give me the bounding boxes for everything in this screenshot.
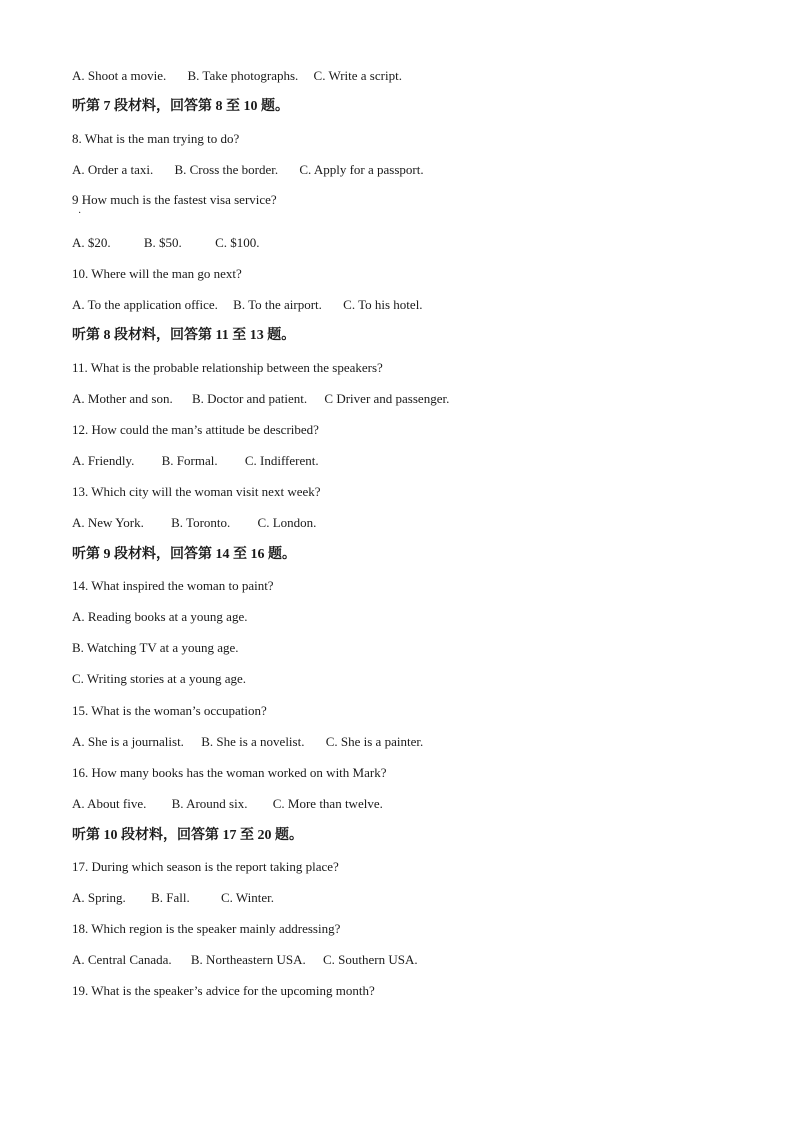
q9-question: 9 How much is the fastest visa service? bbox=[72, 192, 277, 207]
q13-options bbox=[72, 515, 316, 531]
q12-options bbox=[72, 453, 319, 469]
q14-option-a: A. Reading books at a young age. bbox=[72, 609, 248, 624]
q8-option-c: C. Apply for a passport. bbox=[299, 162, 424, 177]
q16-option-c: C. More than twelve. bbox=[272, 796, 383, 811]
q13-question: 13. Which city will the woman visit next week? bbox=[72, 484, 321, 499]
q18-option-c: C. Southern USA. bbox=[322, 952, 418, 967]
q15-option-b: B. She is a novelist. bbox=[201, 734, 305, 749]
q19-question: 19. What is the speaker’s advice for the upcoming month? bbox=[72, 983, 375, 998]
section-8-heading: 听第 8 段材料，回答第 11 至 13 题。 bbox=[72, 328, 296, 343]
q11-options bbox=[72, 391, 449, 407]
q11-option-b: B. Doctor and patient. bbox=[192, 391, 308, 406]
q17-option-a: A. Spring. bbox=[72, 890, 126, 905]
q10-options bbox=[72, 297, 423, 313]
q10-option-b: B. To the airport. bbox=[233, 297, 322, 312]
q10-option-a: A. To the application office. bbox=[72, 297, 218, 312]
q7-option-b: B. Take photographs. bbox=[187, 68, 299, 83]
q14-question: 14. What inspired the woman to paint? bbox=[72, 578, 274, 593]
q18-option-b: B. Northeastern USA. bbox=[190, 952, 306, 967]
q16-option-b: B. Around six. bbox=[171, 796, 248, 811]
q16-question: 16. How many books has the woman worked on with Mark? bbox=[72, 765, 387, 780]
q9-options bbox=[72, 235, 259, 251]
q8-options bbox=[72, 162, 424, 178]
q7-options bbox=[72, 68, 402, 84]
q15-question: 15. What is the woman’s occupation? bbox=[72, 703, 267, 718]
q11-question: 11. What is the probable relationship between the speakers? bbox=[72, 360, 383, 375]
q9-option-b: B. $50. bbox=[143, 235, 182, 250]
q16-option-a: A. About five. bbox=[72, 796, 147, 811]
q18-question: 18. Which region is the speaker mainly addressing? bbox=[72, 921, 341, 936]
q9-option-c: C. $100. bbox=[215, 235, 260, 250]
section-10-heading: 听第 10 段材料，回答第 17 至 20 题。 bbox=[72, 828, 303, 843]
q7-option-c: C. Write a script. bbox=[313, 68, 402, 83]
q8-option-a: A. Order a taxi. bbox=[72, 162, 154, 177]
q12-option-a: A. Friendly. bbox=[72, 453, 135, 468]
q13-option-b: B. Toronto. bbox=[171, 515, 231, 530]
section-9-heading: 听第 9 段材料，回答第 14 至 16 题。 bbox=[72, 547, 296, 562]
q10-question: 10. Where will the man go next? bbox=[72, 266, 242, 281]
q8-option-b: B. Cross the border. bbox=[174, 162, 279, 177]
q18-option-a: A. Central Canada. bbox=[72, 952, 172, 967]
q15-option-c: C. She is a painter. bbox=[325, 734, 424, 749]
q11-option-c: C Driver and passenger. bbox=[324, 391, 450, 406]
q12-question: 12. How could the man’s attitude be described? bbox=[72, 422, 319, 437]
section-7-heading: 听第 7 段材料，回答第 8 至 10 题。 bbox=[72, 99, 289, 114]
q14-option-b: B. Watching TV at a young age. bbox=[72, 640, 239, 655]
q10-option-c: C. To his hotel. bbox=[343, 297, 423, 312]
q8-question: 8. What is the man trying to do? bbox=[72, 131, 240, 146]
q17-option-b: B. Fall. bbox=[151, 890, 190, 905]
q17-options bbox=[72, 890, 274, 906]
q15-option-a: A. She is a journalist. bbox=[72, 734, 184, 749]
q13-option-c: C. London. bbox=[257, 515, 317, 530]
q11-option-a: A. Mother and son. bbox=[72, 391, 173, 406]
q9-option-a: A. $20. bbox=[72, 235, 111, 250]
q17-option-c: C. Winter. bbox=[220, 890, 275, 905]
q12-option-b: B. Formal. bbox=[161, 453, 218, 468]
q7-option-a: A. Shoot a movie. bbox=[72, 68, 167, 83]
q14-option-c: C. Writing stories at a young age. bbox=[72, 671, 246, 686]
q13-option-a: A. New York. bbox=[72, 515, 144, 530]
q16-options bbox=[72, 796, 383, 812]
q15-options bbox=[72, 734, 423, 750]
q18-options bbox=[72, 952, 418, 968]
stray-dot: · bbox=[78, 208, 82, 219]
q17-question: 17. During which season is the report taking place? bbox=[72, 859, 339, 874]
q12-option-c: C. Indifferent. bbox=[244, 453, 319, 468]
